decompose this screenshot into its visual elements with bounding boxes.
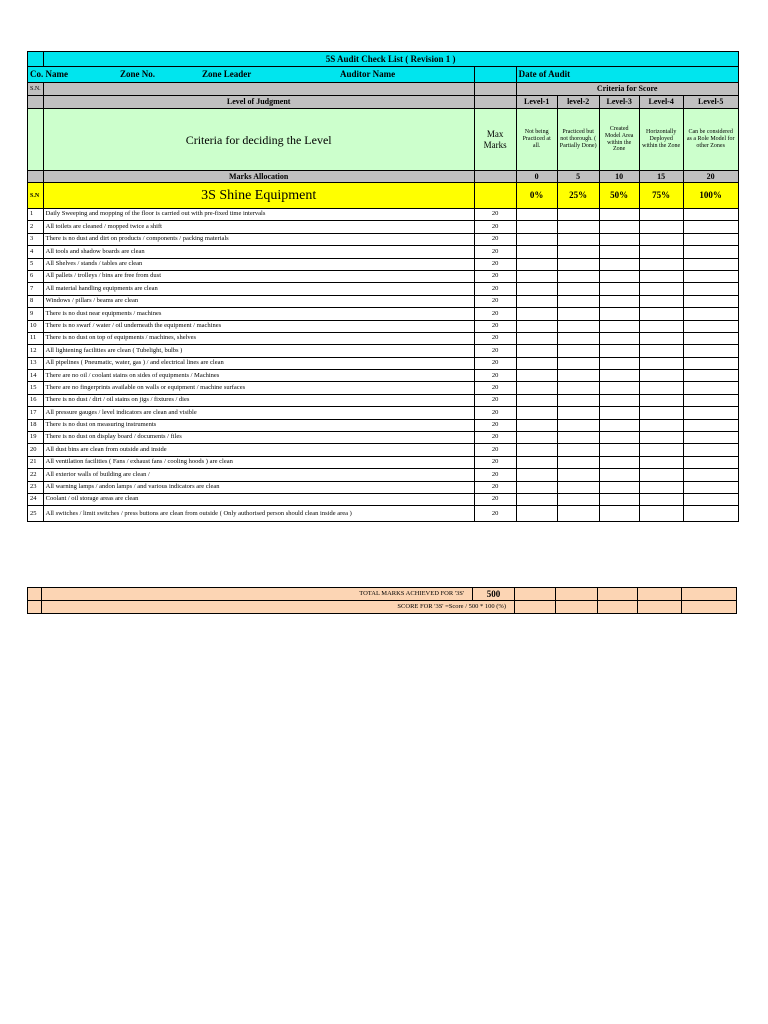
item-number: 25 (28, 506, 44, 522)
item-number: 21 (28, 456, 44, 468)
item-criteria: Windows / pillars / beams are clean (43, 295, 474, 307)
table-row (28, 246, 739, 258)
item-max-marks: 20 (474, 270, 516, 282)
score-cell-level-2[interactable] (557, 407, 599, 419)
score-cell-level-3[interactable] (599, 283, 639, 295)
item-criteria: There is no swarf / water / oil underneath the equipment / machines (43, 320, 474, 332)
score-cell-level-1[interactable] (516, 246, 557, 258)
score-cell-level-5[interactable] (683, 357, 738, 369)
item-number: 4 (28, 246, 44, 258)
item-max-marks: 20 (474, 419, 516, 431)
table-row (28, 506, 739, 522)
score-cell-level-5[interactable] (683, 407, 738, 419)
score-cell-level-2[interactable] (557, 357, 599, 369)
score-cell-level-1[interactable] (516, 221, 557, 233)
score-cell-level-2[interactable] (557, 283, 599, 295)
sheet-title: 5S Audit Check List ( Revision 1 ) (43, 52, 738, 67)
score-cell-level-3[interactable] (599, 332, 639, 344)
score-cell-level-5[interactable] (683, 295, 738, 307)
score-cell-level-1[interactable] (516, 444, 557, 456)
score-label: SCORE FOR '3S' =Score / 500 * 100 (%) (42, 601, 515, 614)
score-cell-level-3[interactable] (599, 419, 639, 431)
score-cell-level-3[interactable] (599, 394, 639, 406)
score-cell-level-1[interactable] (516, 432, 557, 444)
table-row (28, 481, 739, 493)
score-cell-level-3[interactable] (599, 444, 639, 456)
score-cell-level-3[interactable] (599, 481, 639, 493)
score-cell-level-3[interactable] (599, 456, 639, 468)
audit-table (27, 51, 739, 522)
score-cell-level-5[interactable] (683, 506, 738, 522)
section-title: 3S Shine Equipment (43, 183, 474, 209)
item-criteria: All material handling equipments are clean (43, 283, 474, 295)
item-criteria: All warning lamps / andon lamps / and various indicators are clean (43, 481, 474, 493)
score-cell-level-1[interactable] (516, 270, 557, 282)
score-cell-level-2[interactable] (557, 345, 599, 357)
item-max-marks: 20 (474, 432, 516, 444)
item-number: 2 (28, 221, 44, 233)
score-cell-level-4[interactable] (639, 357, 683, 369)
score-cell-level-3[interactable] (599, 209, 639, 221)
table-row (28, 394, 739, 406)
score-cell-level-4[interactable] (639, 432, 683, 444)
score-cell-level-2[interactable] (557, 394, 599, 406)
item-max-marks: 20 (474, 221, 516, 233)
score-cell-level-5[interactable] (683, 270, 738, 282)
score-cell-level-1[interactable] (516, 456, 557, 468)
table-row (28, 469, 739, 481)
table-row (28, 233, 739, 245)
score-cell-level-4[interactable] (639, 270, 683, 282)
score-cell-level-1[interactable] (516, 506, 557, 522)
score-cell-level-5[interactable] (683, 481, 738, 493)
item-criteria: All ventilation facilities ( Fans / exhaust fans / cooling hoods ) are clean (43, 456, 474, 468)
level-1-desc: Not being Practiced at all. (516, 109, 557, 171)
score-level-5[interactable] (682, 601, 737, 614)
table-row (28, 283, 739, 295)
score-cell-level-2[interactable] (557, 233, 599, 245)
score-cell-level-4[interactable] (639, 345, 683, 357)
item-max-marks: 20 (474, 481, 516, 493)
level-of-judgment: Level of Judgment (43, 96, 474, 109)
score-cell-level-2[interactable] (557, 209, 599, 221)
level-2-desc: Practiced but not thorough. ( Partially Done) (557, 109, 599, 171)
item-criteria: All switches / limit switches / press buttons are clean from outside ( Only authorised person should clean inside area ) (43, 506, 474, 522)
score-cell-level-4[interactable] (639, 295, 683, 307)
score-cell-level-4[interactable] (639, 407, 683, 419)
item-criteria: There is no dust on measuring instruments (43, 419, 474, 431)
score-cell-level-4[interactable] (639, 394, 683, 406)
score-level-1[interactable] (515, 601, 556, 614)
score-cell-level-5[interactable] (683, 456, 738, 468)
score-cell-level-5[interactable] (683, 283, 738, 295)
level-4-desc: Horizontally Deployed within the Zone (639, 109, 683, 171)
item-max-marks: 20 (474, 394, 516, 406)
table-row (28, 382, 739, 394)
score-cell-level-4[interactable] (639, 469, 683, 481)
item-criteria: All tools and shadow boards are clean (43, 246, 474, 258)
score-cell-level-3[interactable] (599, 320, 639, 332)
date-of-audit-label: Date of Audit (516, 67, 738, 83)
score-cell-level-5[interactable] (683, 419, 738, 431)
score-cell-level-5[interactable] (683, 493, 738, 505)
score-cell-level-1[interactable] (516, 332, 557, 344)
score-cell-level-3[interactable] (599, 357, 639, 369)
score-cell-level-1[interactable] (516, 357, 557, 369)
total-level-1[interactable] (515, 588, 556, 601)
score-cell-level-5[interactable] (683, 246, 738, 258)
item-number: 20 (28, 444, 44, 456)
score-cell-level-1[interactable] (516, 493, 557, 505)
level-5-pct: 100% (683, 183, 738, 209)
score-cell-level-5[interactable] (683, 320, 738, 332)
totals-table (27, 587, 737, 614)
item-number: 6 (28, 270, 44, 282)
item-number: 23 (28, 481, 44, 493)
table-row (28, 444, 739, 456)
item-criteria: All pipelines ( Pneumatic, water, gas ) / and electrical lines are clean (43, 357, 474, 369)
item-max-marks: 20 (474, 456, 516, 468)
score-cell-level-3[interactable] (599, 432, 639, 444)
score-cell-level-3[interactable] (599, 233, 639, 245)
item-max-marks: 20 (474, 469, 516, 481)
item-criteria: All lightening facilities are clean ( Tubelight, bulbs ) (43, 345, 474, 357)
co-name-label: Co. Name (30, 69, 68, 79)
score-cell-level-2[interactable] (557, 432, 599, 444)
score-cell-level-3[interactable] (599, 246, 639, 258)
item-max-marks: 20 (474, 332, 516, 344)
level-4-label: Level-4 (639, 96, 683, 109)
score-cell-level-2[interactable] (557, 308, 599, 320)
item-number: 16 (28, 394, 44, 406)
score-cell-level-4[interactable] (639, 382, 683, 394)
score-cell-level-1[interactable] (516, 370, 557, 382)
score-cell-level-3[interactable] (599, 506, 639, 522)
total-marks-value: 500 (473, 588, 515, 601)
score-cell-level-5[interactable] (683, 209, 738, 221)
score-cell-level-2[interactable] (557, 493, 599, 505)
table-row (28, 493, 739, 505)
score-cell-level-4[interactable] (639, 456, 683, 468)
score-cell-level-1[interactable] (516, 481, 557, 493)
score-cell-level-1[interactable] (516, 258, 557, 270)
score-level-2[interactable] (556, 601, 598, 614)
level-1-label: Level-1 (516, 96, 557, 109)
level-2-pct: 25% (557, 183, 599, 209)
header-row (28, 67, 475, 83)
score-cell-level-2[interactable] (557, 419, 599, 431)
score-cell-level-5[interactable] (683, 221, 738, 233)
item-number: 15 (28, 382, 44, 394)
item-number: 19 (28, 432, 44, 444)
score-cell-level-4[interactable] (639, 246, 683, 258)
table-row (28, 320, 739, 332)
item-max-marks: 20 (474, 370, 516, 382)
item-number: 14 (28, 370, 44, 382)
score-cell-level-2[interactable] (557, 469, 599, 481)
item-number: 8 (28, 295, 44, 307)
score-cell-level-4[interactable] (639, 493, 683, 505)
score-cell-level-3[interactable] (599, 382, 639, 394)
score-cell-level-2[interactable] (557, 382, 599, 394)
score-cell-level-1[interactable] (516, 419, 557, 431)
score-cell-level-5[interactable] (683, 308, 738, 320)
item-number: 5 (28, 258, 44, 270)
total-marks-label: TOTAL MARKS ACHIEVED FOR '3S' (42, 588, 473, 601)
item-max-marks: 20 (474, 407, 516, 419)
score-cell-level-3[interactable] (599, 221, 639, 233)
score-cell-level-5[interactable] (683, 382, 738, 394)
score-cell-level-2[interactable] (557, 320, 599, 332)
score-cell-level-2[interactable] (557, 258, 599, 270)
score-cell-level-2[interactable] (557, 270, 599, 282)
score-cell-level-5[interactable] (683, 444, 738, 456)
score-cell-level-3[interactable] (599, 308, 639, 320)
total-level-2[interactable] (556, 588, 598, 601)
score-cell-level-4[interactable] (639, 308, 683, 320)
total-level-5[interactable] (682, 588, 737, 601)
score-cell-level-2[interactable] (557, 481, 599, 493)
item-max-marks: 20 (474, 444, 516, 456)
section-sn: S.N (28, 183, 44, 209)
score-cell-level-1[interactable] (516, 345, 557, 357)
item-criteria: There is no dust on top of equipments / machines, shelves (43, 332, 474, 344)
score-cell-level-2[interactable] (557, 221, 599, 233)
score-cell-level-3[interactable] (599, 295, 639, 307)
item-criteria: Daily Sweeping and mopping of the floor is carried out with pre-fixed time intervals (43, 209, 474, 221)
score-cell-level-3[interactable] (599, 493, 639, 505)
level-4-pct: 75% (639, 183, 683, 209)
score-cell-level-2[interactable] (557, 506, 599, 522)
level-4-marks: 15 (639, 171, 683, 183)
item-number: 7 (28, 283, 44, 295)
auditor-name-label: Auditor Name (340, 69, 396, 79)
item-number: 3 (28, 233, 44, 245)
level-1-marks: 0 (516, 171, 557, 183)
score-cell-level-1[interactable] (516, 308, 557, 320)
level-2-label: level-2 (557, 96, 599, 109)
score-cell-level-1[interactable] (516, 233, 557, 245)
item-criteria: All exterior walls of building are clean / (43, 469, 474, 481)
score-cell-level-3[interactable] (599, 407, 639, 419)
score-cell-level-3[interactable] (599, 258, 639, 270)
score-level-4[interactable] (638, 601, 682, 614)
score-cell-level-2[interactable] (557, 332, 599, 344)
score-cell-level-2[interactable] (557, 246, 599, 258)
sn-label: S.N. (28, 83, 44, 96)
criteria-for-deciding: Criteria for deciding the Level (43, 109, 474, 171)
score-cell-level-1[interactable] (516, 209, 557, 221)
score-cell-level-4[interactable] (639, 419, 683, 431)
total-level-3[interactable] (598, 588, 638, 601)
score-cell-level-5[interactable] (683, 345, 738, 357)
score-cell-level-5[interactable] (683, 233, 738, 245)
table-row (28, 270, 739, 282)
item-criteria: All pallets / trolleys / bins are free from dust (43, 270, 474, 282)
score-cell-level-5[interactable] (683, 394, 738, 406)
table-row (28, 308, 739, 320)
score-cell-level-5[interactable] (683, 469, 738, 481)
score-cell-level-1[interactable] (516, 295, 557, 307)
item-criteria: All pressure gauges / level indicators are clean and visible (43, 407, 474, 419)
item-max-marks: 20 (474, 258, 516, 270)
table-row (28, 456, 739, 468)
score-cell-level-4[interactable] (639, 209, 683, 221)
table-row (28, 209, 739, 221)
table-row (28, 258, 739, 270)
level-3-desc: Created Model Area within the Zone (599, 109, 639, 171)
score-cell-level-4[interactable] (639, 506, 683, 522)
item-max-marks: 20 (474, 357, 516, 369)
table-row (28, 332, 739, 344)
score-cell-level-4[interactable] (639, 233, 683, 245)
item-criteria: All toilets are cleaned / mopped twice a shift (43, 221, 474, 233)
score-cell-level-3[interactable] (599, 270, 639, 282)
item-criteria: There are no oil / coolant stains on sides of equipments / Machines (43, 370, 474, 382)
item-max-marks: 20 (474, 506, 516, 522)
item-number: 11 (28, 332, 44, 344)
score-cell-level-4[interactable] (639, 481, 683, 493)
score-cell-level-4[interactable] (639, 320, 683, 332)
score-cell-level-2[interactable] (557, 444, 599, 456)
total-level-4[interactable] (638, 588, 682, 601)
item-max-marks: 20 (474, 345, 516, 357)
item-max-marks: 20 (474, 493, 516, 505)
audit-sheet (27, 51, 739, 614)
score-cell-level-2[interactable] (557, 456, 599, 468)
item-criteria: There is no dust on display board / documents / files (43, 432, 474, 444)
score-cell-level-5[interactable] (683, 258, 738, 270)
table-row (28, 370, 739, 382)
item-criteria: There is no dust and dirt on products / components / packing materials (43, 233, 474, 245)
item-max-marks: 20 (474, 308, 516, 320)
score-cell-level-3[interactable] (599, 345, 639, 357)
item-max-marks: 20 (474, 246, 516, 258)
score-cell-level-2[interactable] (557, 295, 599, 307)
table-row (28, 345, 739, 357)
table-row (28, 357, 739, 369)
table-row (28, 432, 739, 444)
table-row (28, 419, 739, 431)
score-cell-level-1[interactable] (516, 382, 557, 394)
table-row (28, 295, 739, 307)
item-criteria: All dust bins are clean from outside and inside (43, 444, 474, 456)
item-number: 18 (28, 419, 44, 431)
score-cell-level-5[interactable] (683, 432, 738, 444)
item-criteria: There is no dust / dirt / oil stains on jigs / fixtures / dies (43, 394, 474, 406)
item-number: 13 (28, 357, 44, 369)
item-number: 17 (28, 407, 44, 419)
item-number: 12 (28, 345, 44, 357)
level-3-marks: 10 (599, 171, 639, 183)
item-number: 10 (28, 320, 44, 332)
score-cell-level-5[interactable] (683, 370, 738, 382)
level-5-marks: 20 (683, 171, 738, 183)
score-cell-level-4[interactable] (639, 370, 683, 382)
score-cell-level-5[interactable] (683, 332, 738, 344)
table-row (28, 221, 739, 233)
score-cell-level-3[interactable] (599, 469, 639, 481)
score-cell-level-4[interactable] (639, 283, 683, 295)
item-max-marks: 20 (474, 382, 516, 394)
item-max-marks: 20 (474, 295, 516, 307)
zone-leader-label: Zone Leader (202, 69, 252, 79)
item-criteria: There are no fingerprints available on walls or equipment / machine surfaces (43, 382, 474, 394)
score-level-3[interactable] (598, 601, 638, 614)
item-max-marks: 20 (474, 209, 516, 221)
score-cell-level-3[interactable] (599, 370, 639, 382)
score-cell-level-4[interactable] (639, 258, 683, 270)
item-max-marks: 20 (474, 320, 516, 332)
item-max-marks: 20 (474, 233, 516, 245)
checklist-items (28, 209, 739, 522)
score-cell-level-4[interactable] (639, 221, 683, 233)
level-1-pct: 0% (516, 183, 557, 209)
item-number: 9 (28, 308, 44, 320)
item-criteria: All Shelves / stands / tables are clean (43, 258, 474, 270)
level-2-marks: 5 (557, 171, 599, 183)
score-cell-level-2[interactable] (557, 370, 599, 382)
score-cell-level-1[interactable] (516, 394, 557, 406)
item-number: 24 (28, 493, 44, 505)
score-cell-level-1[interactable] (516, 407, 557, 419)
item-max-marks: 20 (474, 283, 516, 295)
item-number: 22 (28, 469, 44, 481)
zone-no-label: Zone No. (120, 69, 156, 79)
score-cell-level-4[interactable] (639, 332, 683, 344)
criteria-for-score: Criteria for Score (516, 83, 738, 96)
score-cell-level-1[interactable] (516, 283, 557, 295)
table-row (28, 407, 739, 419)
level-5-desc: Can be considered as a Role Model for other Zones (683, 109, 738, 171)
item-number: 1 (28, 209, 44, 221)
item-criteria: There is no dust near equipments / machines (43, 308, 474, 320)
level-3-label: Level-3 (599, 96, 639, 109)
marks-allocation: Marks Allocation (43, 171, 474, 183)
level-3-pct: 50% (599, 183, 639, 209)
score-cell-level-4[interactable] (639, 444, 683, 456)
score-cell-level-1[interactable] (516, 469, 557, 481)
level-5-label: Level-5 (683, 96, 738, 109)
item-criteria: Coolant / oil storage areas are clean (43, 493, 474, 505)
score-cell-level-1[interactable] (516, 320, 557, 332)
max-marks-header: Max Marks (474, 109, 516, 171)
